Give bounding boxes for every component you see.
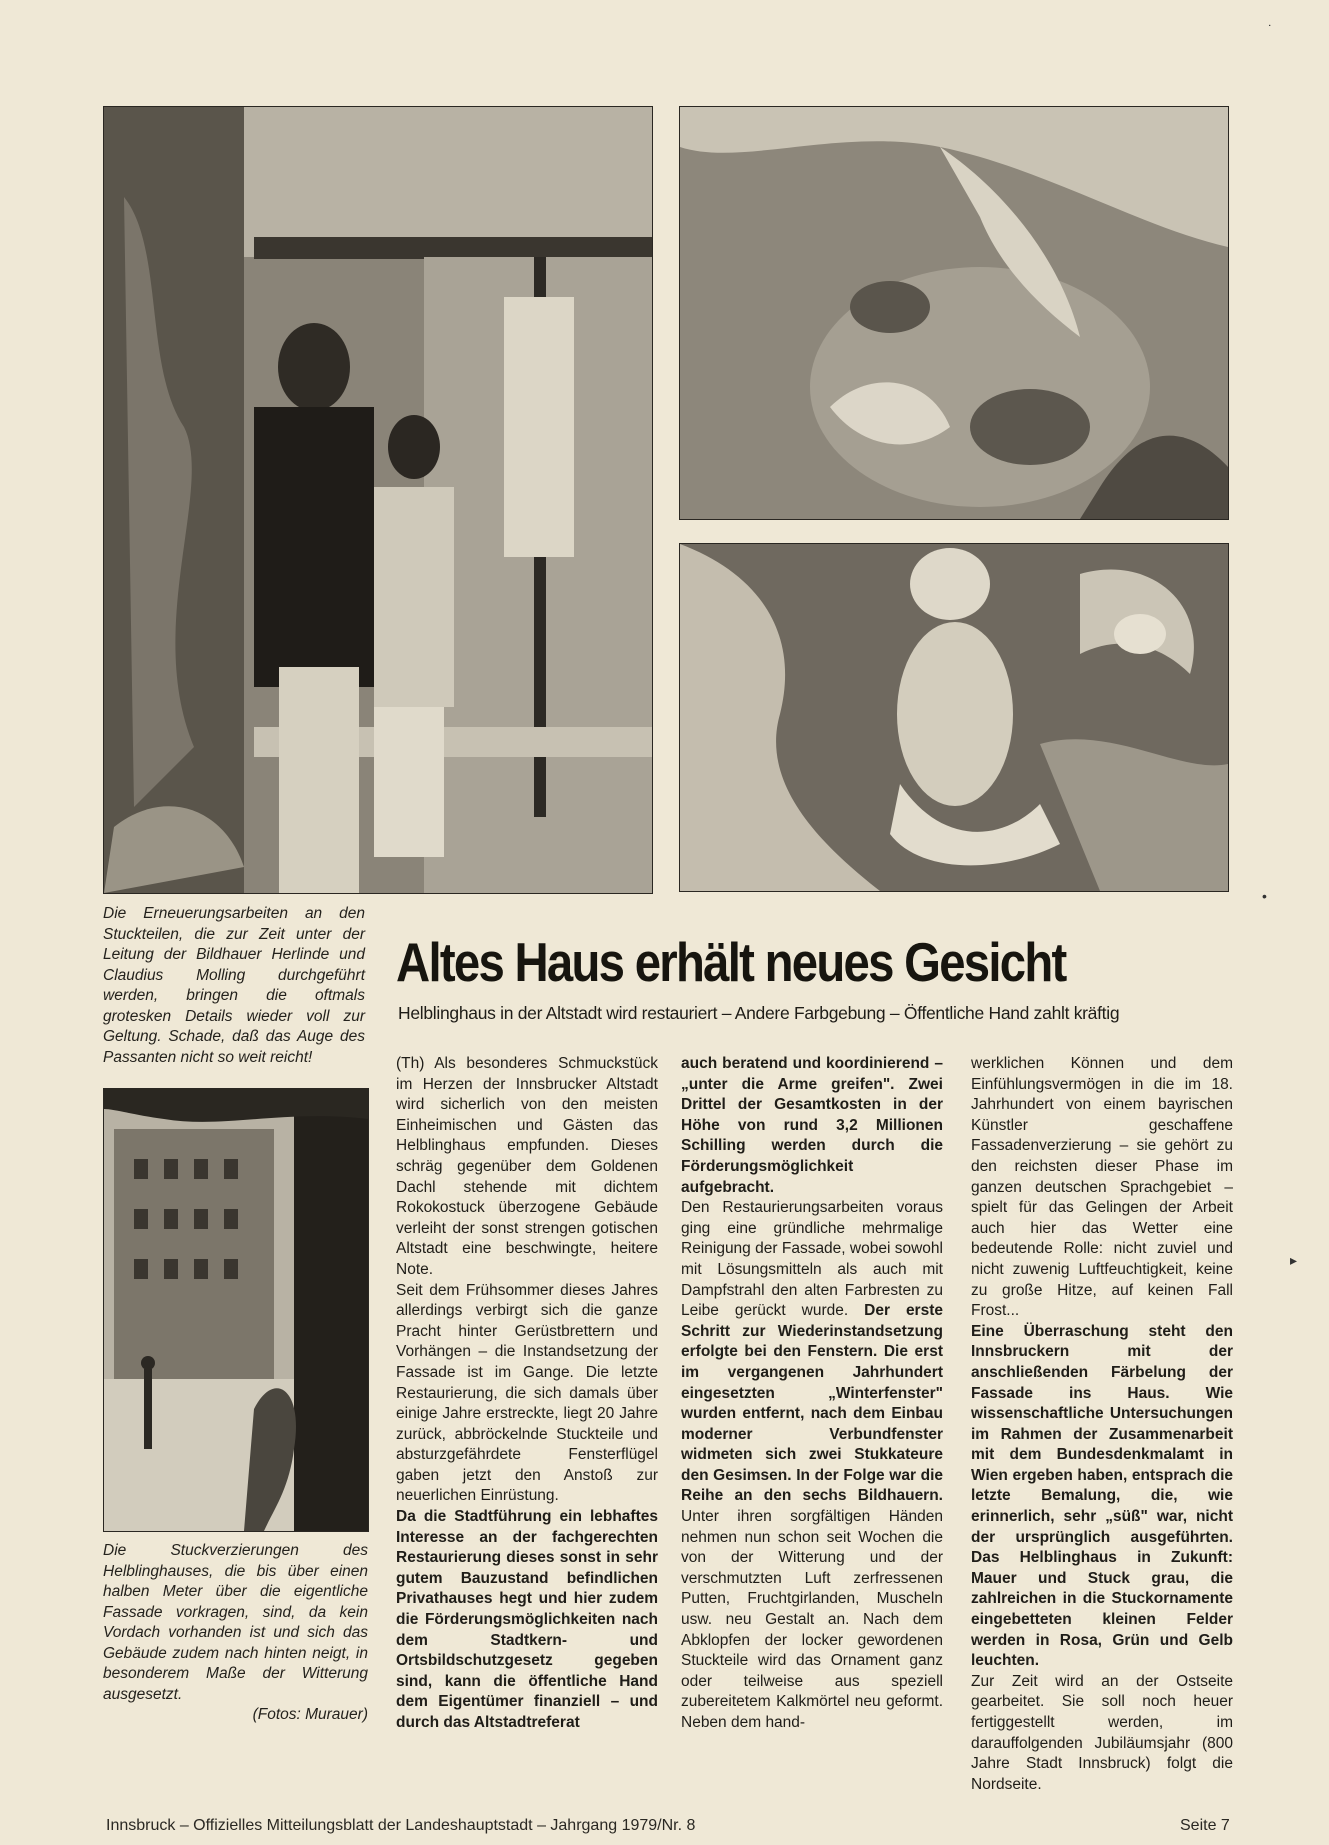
col2-paragraph-2-bold: Der erste Schritt zur Wiederinstandsetzung erfolgte bei den Fenstern. Die erst im vergangenen Jahrhundert eingesetzten „Winterfenster" wurden entfernt, nach dem Einbau moderner Verbundfenster widmeten sich zwei Stukkateure den Gesimsen. In der Folge war die Reihe an den sechs Bildhauern. <box>681 1302 943 1505</box>
stucco-face-photo-art <box>680 107 1228 519</box>
photo-credit: (Fotos: Murauer) <box>252 1706 368 1723</box>
col2-paragraph-2-tail: Unter ihren sorgfältigen Händen nehmen nun schon seit Wochen die von der Witterung und der verschmutzten Luft zerfressenen Putten, Fruchtgirlanden, Muscheln usw. neu Gestalt an. Nach dem Abklopfen der locker gewordenen Stuckteile wird das Ornament ganz oder teilweise aus speziell zubereitetem Kalkmörtel neu geformt. Neben dem hand- <box>681 1508 943 1731</box>
caption-bottom-text: Die Stuckverzierungen des Helblinghauses, die bis über einen halben Meter über die eigentliche Fassade vorkragen, sind, da kein Vordach vorhanden ist und sich das Gebäude zudem nach hinten neigt, in besonderem Maße der Witterung ausgesetzt. <box>103 1542 368 1703</box>
col3-paragraph-3: Zur Zeit wird an der Ostseite gearbeitet. Sie soll noch heuer fertiggestellt werden, im darauffolgenden Jubiläumsjahr (800 Jahre Stadt Innsbruck) folgt die Nordseite. <box>971 1672 1233 1793</box>
article-column-3 <box>971 1054 1233 1795</box>
scaffold-photo <box>103 106 653 894</box>
caption-bottom <box>103 1541 368 1726</box>
article-headline: Altes Haus erhält neues Gesicht <box>396 931 1066 993</box>
col2-paragraph-1-bold: auch beratend und koordinierend – „unter die Arme greifen". Zwei Drittel der Gesamtkosten in der Höhe von rund 3,2 Millionen Schilling werden durch die Förderungsmöglichkeit aufgebracht. <box>681 1055 943 1196</box>
col1-paragraph-1: (Th) Als besonderes Schmuckstück im Herzen der Innsbrucker Altstadt wird sicherlich von den meisten Einheimischen und Gästen das Helblinghaus empfunden. Dieses schräg gegenüber dem Goldenen Dachl stehende mit dichtem Rokokostuck überzogene Gebäude verleiht der sonst strengen gotischen Altstadt eine beschwingte, heitere Note. <box>396 1055 658 1278</box>
article-subhead: Helblinghaus in der Altstadt wird restauriert – Andere Farbgebung – Öffentliche Hand zahlt kräftig <box>398 1003 1120 1023</box>
col1-paragraph-3-bold: Da die Stadtführung ein lebhaftes Interesse an der fachgerechten Restaurierung dieses sonst in sehr gutem Bauzustand befindlichen Privathauses hegt und hier zudem die Förderungsmöglichkeiten nach dem Stadtkern- und Ortsbildschutzgesetz gegeben sind, kann die öffentliche Hand dem Eigentümer finanziell – und durch das Altstadtreferat <box>396 1508 658 1731</box>
scaffold-photo-art <box>104 107 652 893</box>
article-column-2 <box>681 1054 943 1734</box>
col3-paragraph-2-bold: Eine Überraschung steht den Innsbruckern mit der anschließenden Färbelung der Fassade ins Haus. Wie wissenschaftliche Untersuchungen im Rahmen der Zusammenarbeit mit dem Bundesdenkmalamt in Wien ergeben haben, entsprach die letzte Bemalung, die, wie erinnerlich, sehr „süß" war, nicht der ursprünglich ausgeführten. Das Helblinghaus in Zukunft: Mauer und Stuck grau, die zahlreichen in die Stuckornamente eingebetteten kleinen Felder werden in Rosa, Grün und Gelb leuchten. <box>971 1322 1233 1670</box>
stucco-putto-photo-art <box>680 544 1228 891</box>
street-view-photo <box>103 1088 369 1532</box>
street-view-photo-art <box>104 1089 368 1531</box>
col1-paragraph-2: Seit dem Frühsommer dieses Jahres allerdings verbirgt sich die ganze Pracht hinter Gerüstbrettern und Vorhängen – die Instandsetzung der Fassade ist im Gange. Die letzte Restaurierung, die sich damals über einige Jahre erstreckte, liegt 20 Jahre zurück, abbröckelnde Stuckteile und absturzgefährdete Fensterflügel gaben jetzt den Anstoß zur neuerlichen Einrüstung. <box>396 1281 658 1505</box>
caption-top-text: Die Erneuerungsarbeiten an den Stuckteilen, die zur Zeit unter der Leitung der Bildhauer Herlinde und Claudius Molling durchgeführt werden, bringen die oftmals grotesken Details wieder voll zur Geltung. Schade, daß das Auge des Passanten nicht so weit reicht! <box>103 905 365 1066</box>
scan-speck: ˙ <box>1268 22 1273 38</box>
col3-paragraph-1: werklichen Können und dem Einfühlungsvermögen in die im 18. Jahrhundert von einem bayrischen Künstler geschaffene Fassadenverzierung – sie gehört zu den reichsten dieser Phase im ganzen deutschen Sprachgebiet – spielt für das Gelingen der Arbeit auch hier das Wetter eine bedeutende Rolle: nicht zuviel und nicht zuwenig Luftfeuchtigkeit, keine zu große Hitze, auf keinen Fall Frost... <box>971 1055 1233 1320</box>
stucco-putto-photo <box>679 543 1229 892</box>
caption-top <box>103 904 365 1068</box>
page-footer-left: Innsbruck – Offizielles Mitteilungsblatt der Landeshauptstadt – Jahrgang 1979/Nr. 8 <box>106 1817 696 1834</box>
stucco-face-photo <box>679 106 1229 520</box>
article-column-1 <box>396 1054 658 1734</box>
scan-speck: ▸ <box>1290 1252 1298 1268</box>
scan-speck: • <box>1262 888 1267 904</box>
page-footer-right: Seite 7 <box>1180 1817 1230 1834</box>
col2-paragraph-2: Den Restaurierungsarbeiten voraus ging eine gründliche mehrmalige Reinigung der Fassade, wobei sowohl mit Lösungsmitteln als auch mit Dampfstrahl den alten Farbresten zu Leibe gerückt wurde. <box>681 1199 943 1320</box>
